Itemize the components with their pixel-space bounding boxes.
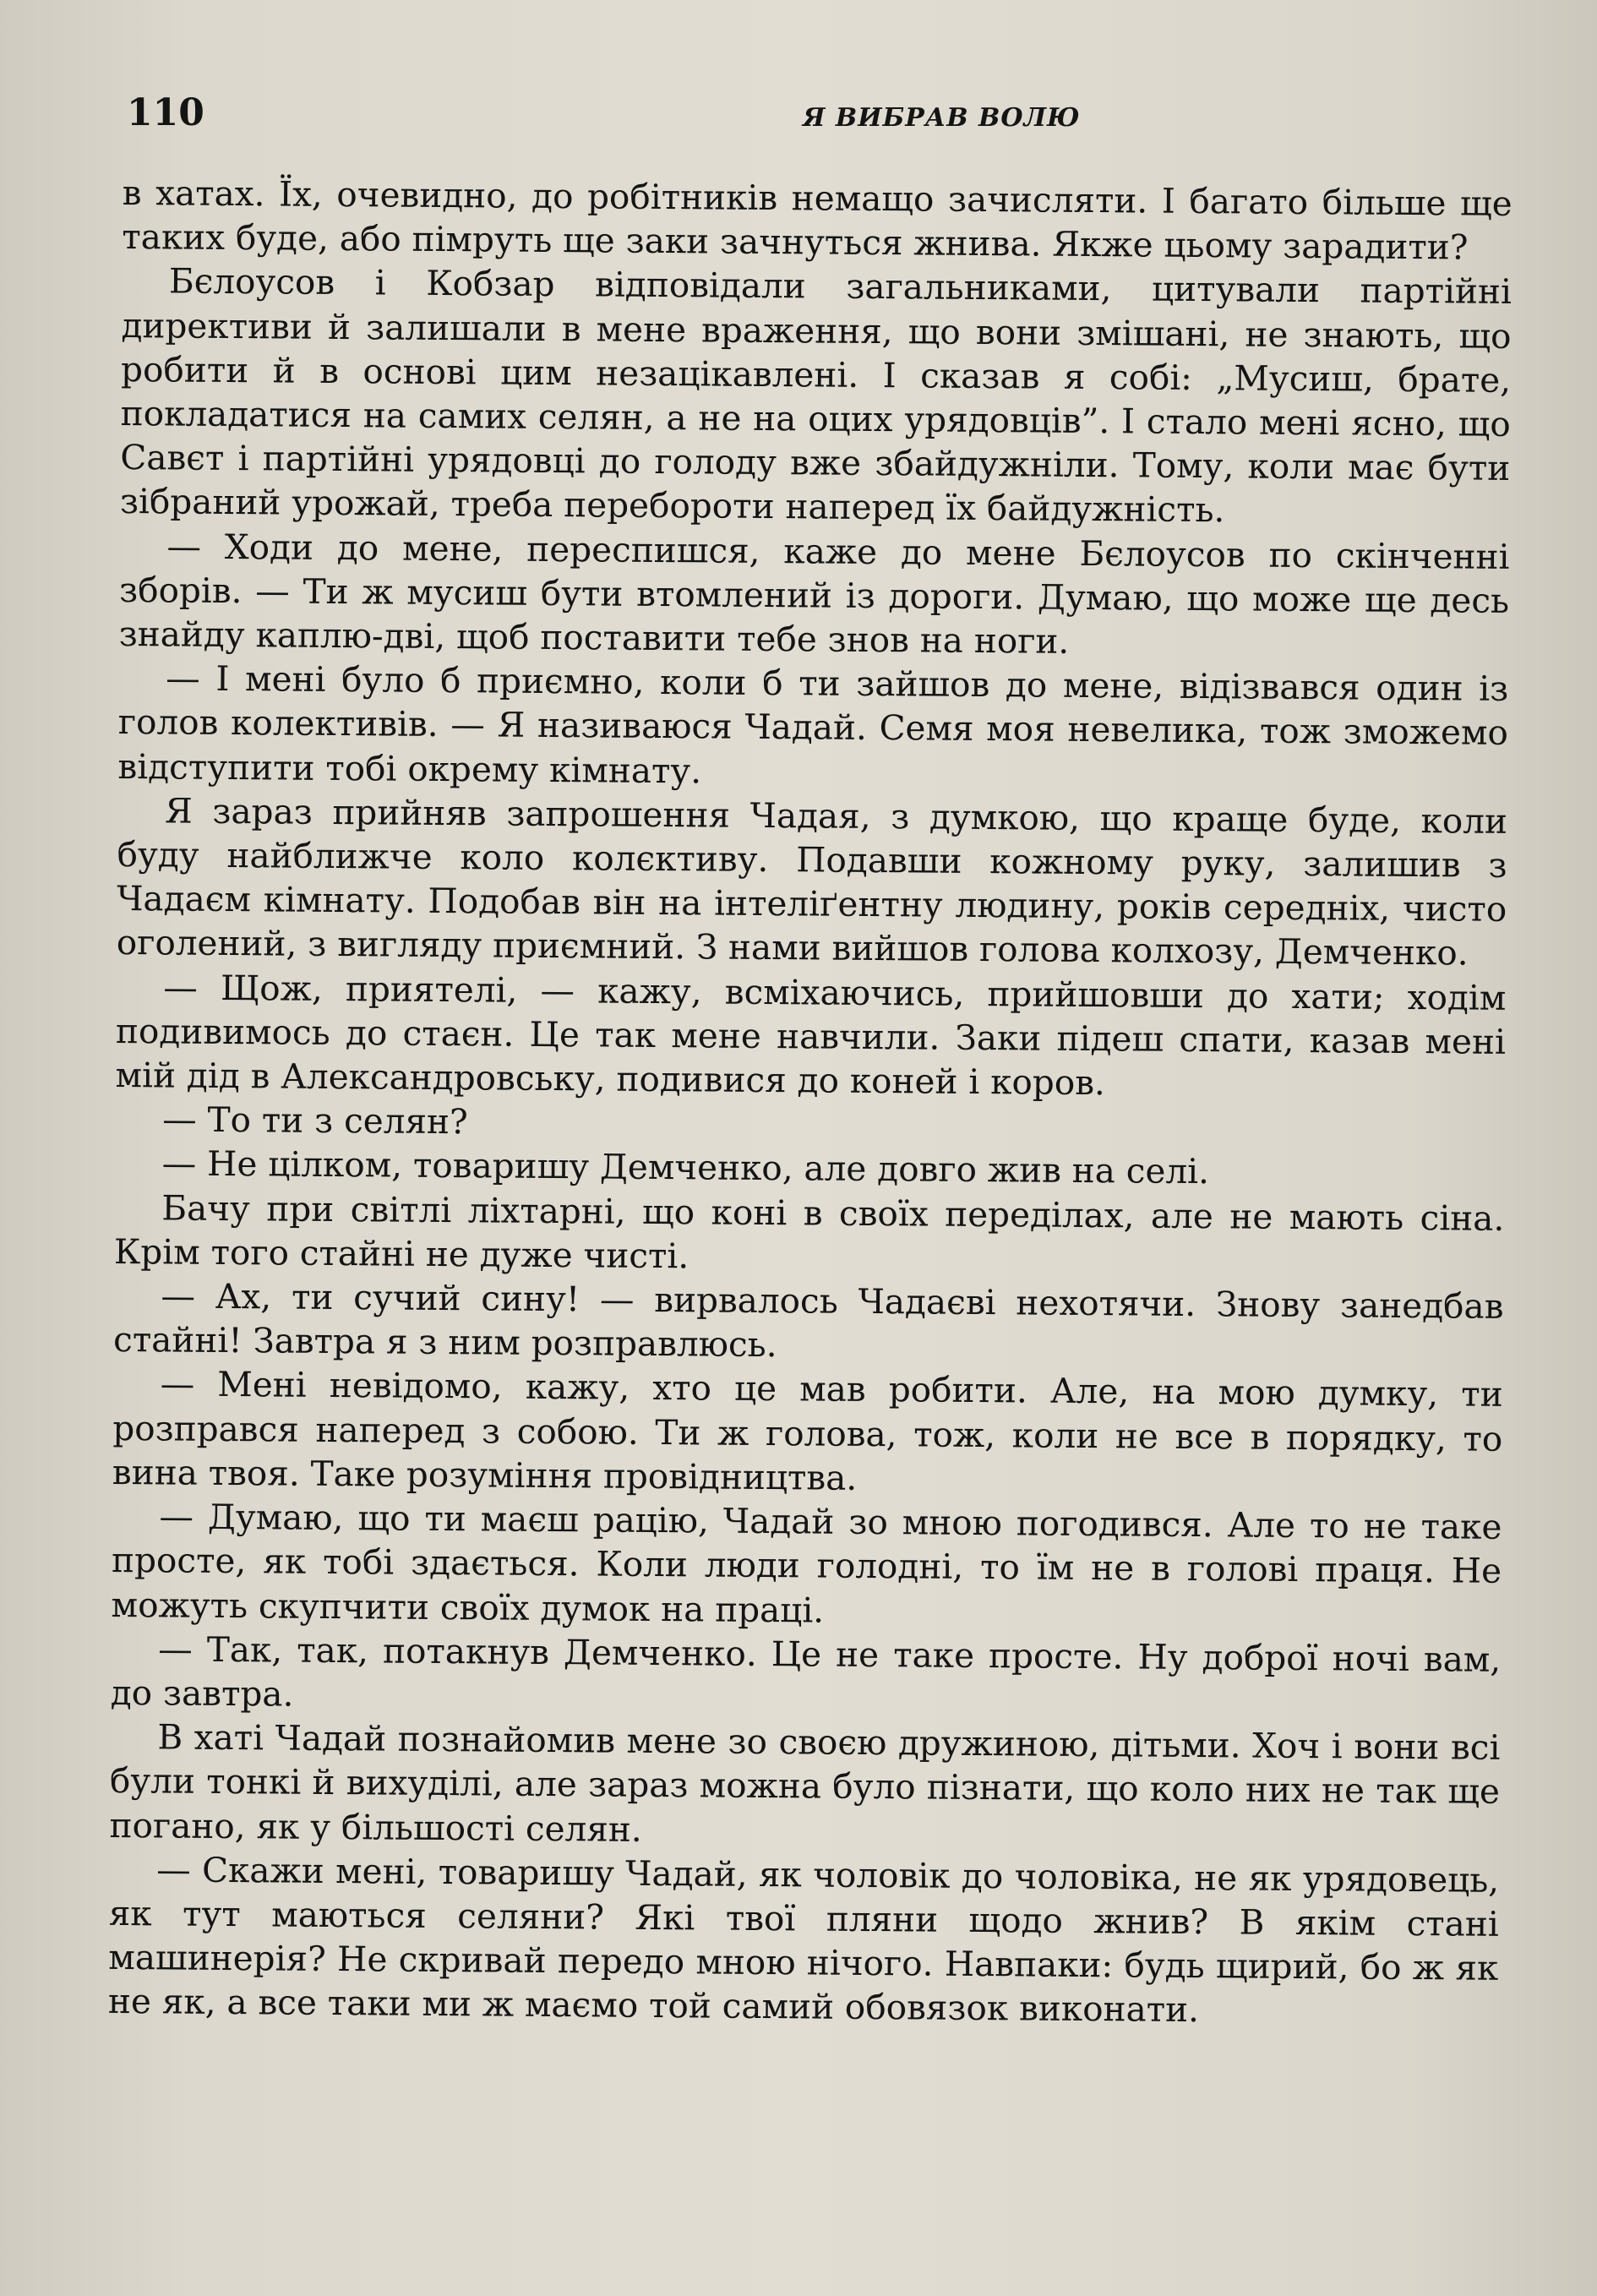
paragraph: — Скажи мені, товаришу Чадай, як чоловік до чоловіка, не як урядовець, як тут маються селяни? Які твої пляни щодо жнив? В якім стані машинерія? Не скривай передо мною нічого. Навпаки: будь щирий, бо ж як не як, а все таки ми ж маємо той самий обовязок виконати. bbox=[107, 1849, 1500, 2031]
paragraph: Бачу при світлі ліхтарні, що коні в своїх переділах, але не мають сіна. Крім того стайні не дуже чисті. bbox=[113, 1187, 1505, 1277]
page-header bbox=[127, 91, 1098, 150]
paragraph: — І мені було б приємно, коли б ти зайшов до мене, відізвався один із голов колективів. — Я називаюся Чадай. Семя моя невелика, тож зможемо відступити тобі окрему кімнату. bbox=[117, 657, 1509, 792]
paragraph: — Мені невідомо, кажу, хто це мав робити. Але, на мою думку, ти розправся наперед з собою. Ти ж голова, тож, коли не все в порядку, то вина твоя. Таке розуміння провідництва. bbox=[112, 1363, 1503, 1498]
paragraph: — Думаю, що ти маєш рацію, Чадай зо мною погодився. Але то не таке просте, як тобі здається. Коли люди голодні, то їм не в голові праця. Не можуть скупчити своїх думок на праці. bbox=[111, 1496, 1502, 1631]
paragraph: Бєлоусов і Кобзар відповідали загальниками, цитували партійні директиви й залишали в мене враження, що вони змішані, не знають, що робити й в основі цим незацікавлені. І сказав я собі: „Мусиш, брате, покладатися на самих селян, а не на оцих урядовців”. І стало мені ясно, що Савєт і партійні урядовці до голоду вже збайдужніли. Тому, коли має бути зібраний урожай, треба перебороти наперед їх байдужність. bbox=[119, 260, 1513, 531]
page-number: 110 bbox=[127, 91, 204, 134]
paragraph: — Не цілком, товаришу Демченко, але довго жив на селі. bbox=[161, 1143, 1210, 1192]
paragraph: — Ходи до мене, переспишся, каже до мене Бєлоусов по скінченні зборів. — Ти ж мусиш бути втомлений із дороги. Думаю, що може ще десь знайду каплю-дві, щоб поставити тебе знов на ноги. bbox=[118, 526, 1510, 662]
paragraph: в хатах. Їх, очевидно, до робітників немащо зачисляти. І багато більше ще таких буде, або пімруть ще заки зачнуться жнива. Якже цьому зарадити? bbox=[122, 172, 1513, 268]
paragraph: — То ти з селян? bbox=[161, 1099, 468, 1143]
paragraph: — Щож, приятелі, — кажу, всміхаючись, прийшовши до хати; ходім подивимось до стаєн. Це так мене навчили. Заки підеш спати, казав мені мій дід в Александровську, подивися до коней і коров. bbox=[115, 967, 1507, 1104]
paragraph: — Ах, ти сучий сину! — вирвалось Чадаєві нехотячи. Знову занедбав стайні! Завтра я з ним розправлюсь. bbox=[112, 1275, 1504, 1366]
paragraph: В хаті Чадай познайомив мене зо своєю дружиною, дітьми. Хоч і вони всі були тонкі й вихуділі, але зараз можна було пізнати, що коло них не так ще погано, як у більшості селян. bbox=[109, 1716, 1501, 1850]
body-text bbox=[108, 171, 1513, 2034]
running-title: Я ВИБРАВ ВОЛЮ bbox=[803, 103, 1081, 133]
paragraph: Я зараз прийняв запрошення Чадая, з думкою, що краще буде, коли буду найближче коло колєктиву. Подавши кожному руку, залишив з Чадаєм кімнату. Подобав він на інтеліґентну людину, років середніх, чисто оголений, з вигляду приємний. З нами вийшов голова колхозу, Демченко. bbox=[116, 790, 1508, 973]
paragraph: — Так, так, потакнув Демченко. Це не таке просте. Ну доброї ночі вам, до завтра. bbox=[110, 1628, 1502, 1715]
